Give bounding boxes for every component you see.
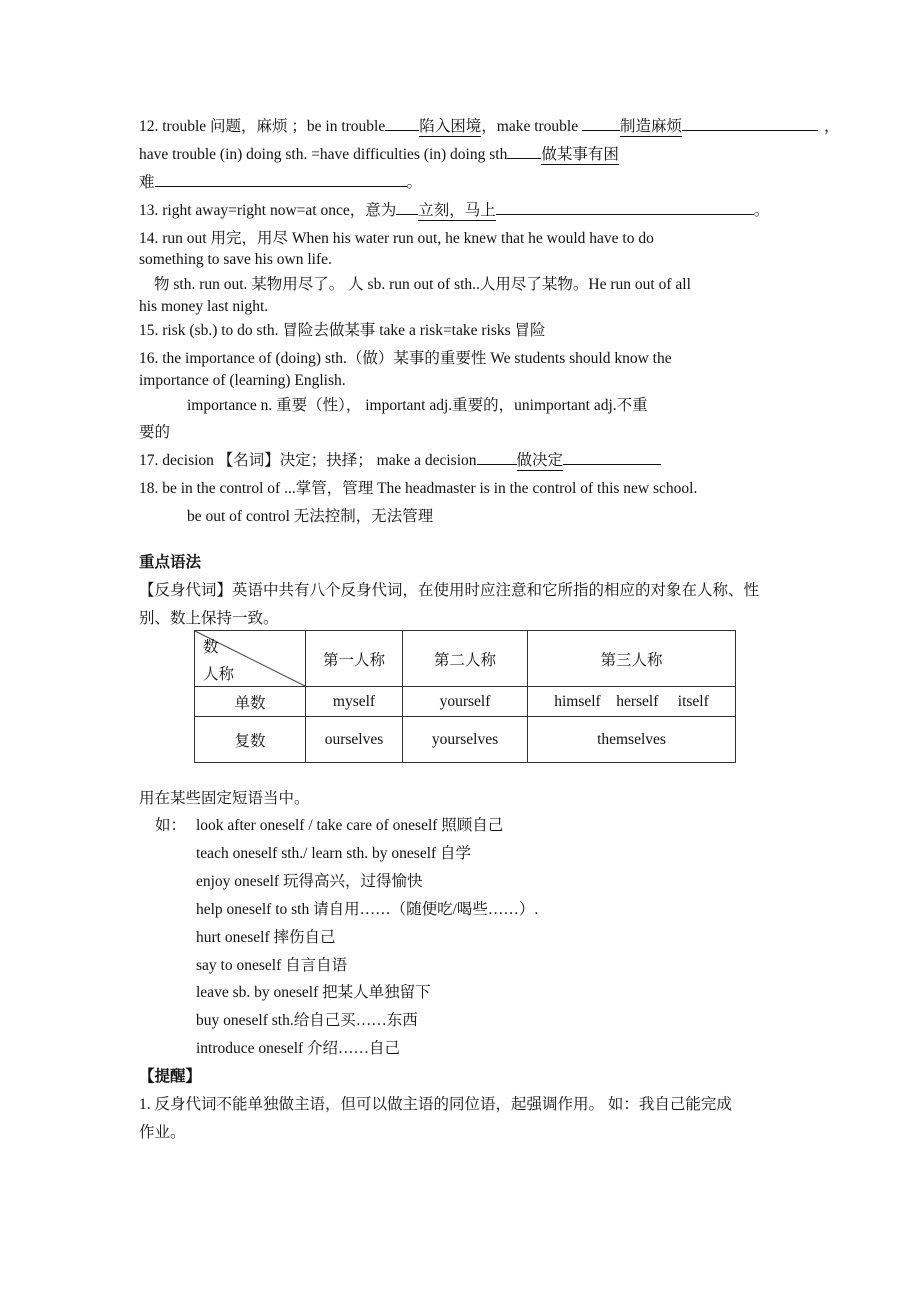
- blank-underline: [477, 464, 517, 465]
- item-13-period: 。: [753, 202, 770, 219]
- corner-label-number: 数: [203, 639, 219, 656]
- section-heading: 重点语法: [139, 554, 202, 571]
- answer-blank-12b: 制造麻烦: [620, 118, 683, 135]
- cell-third-singular: [528, 687, 736, 717]
- phrase-list-item: say to oneself 自言自语: [196, 957, 348, 974]
- item-12-text: 12. trouble 问题，麻烦 ；be in trouble: [139, 118, 386, 135]
- blank-underline: [582, 130, 620, 131]
- answer-blank-12c: 做某事有困: [541, 146, 619, 163]
- blank-underline: [507, 158, 541, 159]
- blank-underline: [396, 214, 418, 215]
- header-second-person: 第二人称: [403, 631, 528, 687]
- phrase-list-item: introduce oneself 介绍……自己: [196, 1040, 401, 1057]
- answer-blank-12a: 陷入困境: [419, 118, 482, 135]
- item-12-line-2: [139, 144, 619, 166]
- example-label: 如：: [155, 817, 187, 834]
- item-12-line-1: [139, 116, 840, 138]
- header-third-person: 第三人称: [528, 631, 736, 687]
- item-12-text-2: ，make trouble: [481, 118, 579, 135]
- cell-myself: myself: [306, 687, 403, 717]
- item-17: [139, 450, 661, 472]
- cell-yourself: yourself: [403, 687, 528, 717]
- item-18-line-2: be out of control 无法控制，无法管理: [187, 508, 434, 525]
- item-12-line-3: [139, 172, 422, 194]
- reflexive-pronoun-table: [194, 630, 736, 763]
- phrase-list-item: teach oneself sth./ learn sth. by oneself 自学: [196, 845, 472, 862]
- item-16-line-4: 要的: [139, 424, 171, 441]
- phrase-list-item: help oneself to sth 请自用……（随便吃/喝些……）.: [196, 901, 539, 918]
- item-14-line-2: something to save his own life.: [139, 251, 332, 268]
- item-18-line-1: 18. be in the control of ...掌管，管理 The headmaster is in the control of this new school.: [139, 480, 698, 497]
- item-12-period: 。: [406, 174, 423, 191]
- blank-underline: [563, 464, 661, 465]
- phrase-list-item: enjoy oneself 玩得高兴，过得愉快: [196, 873, 423, 890]
- item-15: 15. risk (sb.) to do sth. 冒险去做某事 take a risk=take risks 冒险: [139, 322, 546, 339]
- item-13-text: 13. right away=right now=at once，意为: [139, 202, 397, 219]
- item-14-line-4: his money last night.: [139, 298, 269, 315]
- answer-blank-13: 立刻，马上: [418, 202, 496, 219]
- usage-intro: 用在某些固定短语当中。: [139, 790, 310, 807]
- grammar-intro-line-2: 别、数上保持一致。: [139, 610, 279, 627]
- header-first-person: 第一人称: [306, 631, 403, 687]
- cell-themselves: themselves: [528, 717, 736, 763]
- item-14-line-1: 14. run out 用完，用尽 When his water run out, he knew that he would have to do: [139, 230, 654, 247]
- cell-herself: herself: [616, 692, 659, 710]
- table-corner-cell: [195, 631, 306, 687]
- blank-underline: [496, 214, 754, 215]
- grammar-intro-line-1: 【反身代词】英语中共有八个反身代词，在使用时应注意和它所指的相应的对象在人称、性: [139, 582, 760, 599]
- table-row-plural: [195, 717, 736, 763]
- blank-underline: [155, 186, 407, 187]
- item-12-text-3: have trouble (in) doing sth. =have difficulties (in) doing sth: [139, 146, 508, 163]
- reminder-line-2: 作业。: [139, 1124, 186, 1141]
- phrase-list-item: leave sb. by oneself 把某人单独留下: [196, 984, 431, 1001]
- reminder-line-1: 1. 反身代词不能单独做主语，但可以做主语的同位语，起强调作用。 如：我自己能完成: [139, 1096, 732, 1113]
- item-16-line-2: importance of (learning) English.: [139, 372, 346, 389]
- item-17-text: 17. decision 【名词】决定；抉择； make a decision: [139, 452, 477, 469]
- table-header-row: [195, 631, 736, 687]
- cell-yourselves: yourselves: [403, 717, 528, 763]
- item-16-line-3: importance n. 重要（性）， important adj.重要的，unimportant adj.不重: [187, 397, 648, 414]
- corner-label-person: 人称: [203, 666, 235, 683]
- blank-underline: [385, 130, 419, 131]
- item-13: [139, 200, 769, 222]
- reminder-title: 【提醒】: [139, 1068, 202, 1085]
- row-label-singular: 单数: [195, 687, 306, 717]
- answer-blank-17: 做决定: [516, 452, 564, 469]
- item-12-text-4: 难: [139, 174, 155, 191]
- phrase-list-item: buy oneself sth.给自己买……东西: [196, 1012, 418, 1029]
- cell-itself: itself: [677, 692, 709, 710]
- item-14-line-3: 物 sth. run out. 某物用尽了。 人 sb. run out of sth..人用尽了某物。He run out of all: [154, 276, 691, 293]
- item-12-comma: ，: [824, 118, 840, 135]
- phrase-list-item: hurt oneself 摔伤自己: [196, 929, 336, 946]
- cell-ourselves: ourselves: [306, 717, 403, 763]
- phrase-list-item: look after oneself / take care of oneself 照顾自己: [196, 817, 504, 834]
- blank-underline: [682, 130, 818, 131]
- row-label-plural: 复数: [195, 717, 306, 763]
- cell-himself: himself: [554, 692, 601, 710]
- table-row-singular: [195, 687, 736, 717]
- item-16-line-1: 16. the importance of (doing) sth.（做）某事的重要性 We students should know the: [139, 350, 672, 367]
